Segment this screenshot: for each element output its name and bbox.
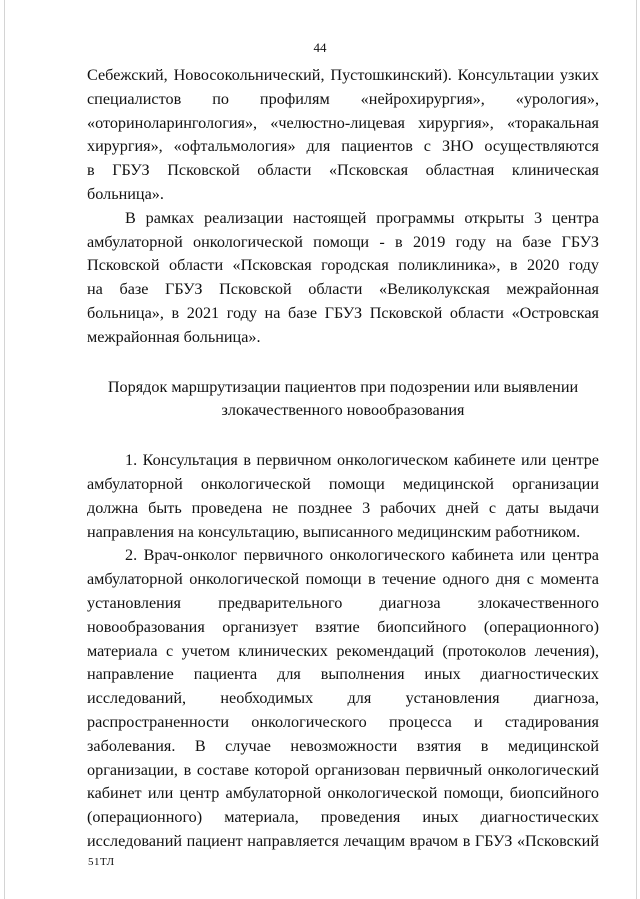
text-line: кабинет или центр амбулаторной онкологической помощи, биопсийного	[87, 784, 599, 803]
text-line: амбулаторной онкологической помощи медицинской организации	[87, 474, 599, 493]
paragraph-specialist-consultations	[87, 64, 599, 207]
text-line: на базе ГБУЗ Псковской области «Великолукская межрайонная	[87, 280, 599, 299]
text-line: «оториноларингология», «челюстно-лицевая хирургия», «торакальная	[87, 113, 599, 132]
text-line: заболевания. В случае невозможности взятия в медицинской	[87, 736, 599, 755]
text-line: исследований, необходимых для установления диагноза,	[87, 689, 599, 708]
text-line: установления предварительного диагноза злокачественного	[87, 593, 599, 612]
text-line: межрайонная больница».	[87, 327, 261, 346]
text-line: материала с учетом клинических рекомендаций (протоколов лечения),	[87, 641, 599, 660]
page-edge-right	[636, 0, 637, 899]
text-line: Себежский, Новосокольнический, Пустошкинский). Консультации узких	[87, 66, 599, 84]
text-line: организации, в составе которой организован первичный онкологический	[87, 760, 599, 779]
text-line: должна быть проведена не позднее 3 рабочих дней с даты выдачи	[87, 498, 599, 517]
text-line: 1. Консультация в первичном онкологическом кабинете или центре	[125, 451, 599, 470]
text-line: 2. Врач-онколог первичного онкологического кабинета или центра	[125, 546, 599, 565]
text-line: амбулаторной онкологической помощи - в 2019 году на базе ГБУЗ	[87, 232, 599, 251]
text-line: в ГБУЗ Псковской области «Псковская областная клиническая	[87, 161, 599, 180]
page-edge-left	[4, 0, 5, 899]
text-line: новообразования организует взятие биопсийного (операционного)	[87, 617, 599, 636]
text-line: амбулаторной онкологической помощи в течение одного дня с момента	[87, 570, 599, 589]
text-line: направление пациента для выполнения иных диагностических	[87, 665, 599, 684]
footer-code: 51ТЛ	[88, 856, 115, 868]
text-line: В рамках реализации настоящей программы открыты 3 центра	[125, 208, 599, 227]
list-item-2	[87, 544, 599, 853]
text-line: хирургия», «офтальмология» для пациентов с ЗНО осуществляются	[87, 137, 599, 156]
text-line: Псковской области «Псковская городская поликлиника», в 2020 году	[87, 256, 599, 275]
text-line: направления на консультацию, выписанного медицинским работником.	[87, 522, 581, 541]
spacer	[87, 423, 599, 449]
text-line: больница», в 2021 году на базе ГБУЗ Псковской области «Островская	[87, 303, 599, 322]
spacer	[87, 350, 599, 376]
text-line: специалистов по профилям «нейрохирургия», «урология»,	[87, 89, 599, 108]
text-line: исследований пациент направляется лечащим врачом в ГБУЗ «Псковский	[87, 831, 599, 850]
heading-line: Порядок маршрутизации пациентов при подозрении или выявлении	[107, 377, 579, 396]
text-line: (операционного) материала, проведения иных диагностических	[87, 808, 599, 827]
paragraph-outpatient-centers	[87, 207, 599, 350]
section-heading	[87, 376, 599, 424]
text-line: распространенности онкологического процесса и стадирования	[87, 712, 599, 731]
heading-line: злокачественного новообразования	[221, 401, 465, 420]
page-number: 44	[313, 40, 327, 55]
document-body	[87, 64, 599, 854]
list-item-1	[87, 449, 599, 544]
text-line: больница».	[87, 184, 164, 203]
